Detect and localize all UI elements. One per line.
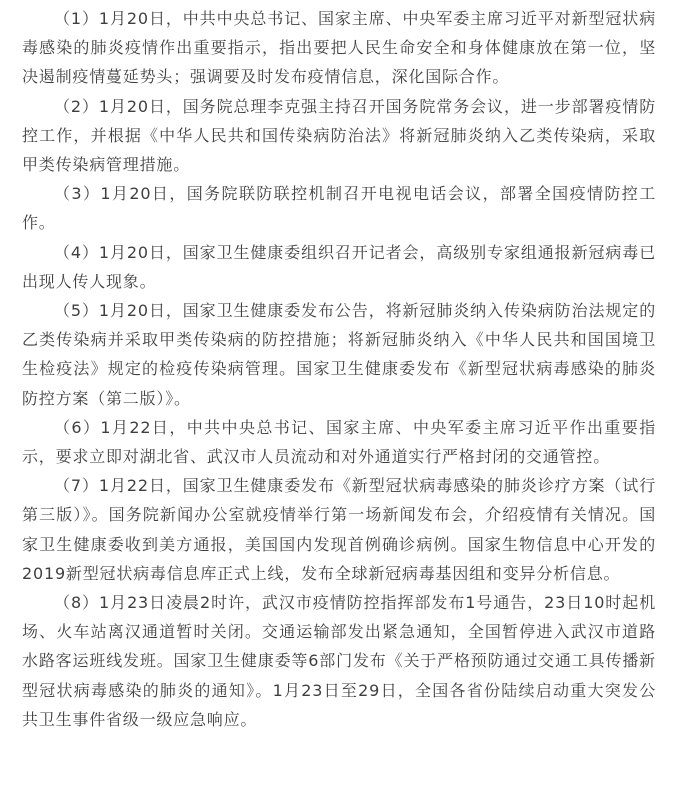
paragraph-7: （7）1月22日，国家卫生健康委发布《新型冠状病毒感染的肺炎诊疗方案（试行第三版）》。国务院新闻办公室就疫情举行第一场新闻发布会，介绍疫情有关情况。国家卫生健康委收到美方通报，美国国内发现首例确诊病例。国家生物信息中心开发的2019新型冠状病毒信息库正式上线，发布全球新冠病毒基因组和变异分析信息。 (22, 476, 656, 583)
paragraph-6: （6）1月22日，中共中央总书记、国家主席、中央军委主席习近平作出重要指示，要求立即对湖北省、武汉市人员流动和对外通道实行严格封闭的交通管控。 (22, 417, 656, 467)
paragraph-5: （5）1月20日，国家卫生健康委发布公告，将新冠肺炎纳入传染病防治法规定的乙类传染病并采取甲类传染病的防控措施；将新冠肺炎纳入《中华人民共和国国境卫生检疫法》规定的检疫传染病管理。国家卫生健康委发布《新型冠状病毒感染的肺炎防控方案（第二版）》。 (22, 301, 656, 408)
paragraph-8: （8）1月23日凌晨2时许，武汉市疫情防控指挥部发布1号通告，23日10时起机场、火车站离汉通道暂时关闭。交通运输部发出紧急通知，全国暂停进入武汉市道路水路客运班线发班。国家卫生健康委等6部门发布《关于严格预防通过交通工具传播新型冠状病毒感染的肺炎的通知》。1月23日至29日，全国各省份陆续启动重大突发公共卫生事件省级一级应急响应。 (22, 593, 656, 729)
paragraph-4: （4）1月20日，国家卫生健康委组织召开记者会，高级别专家组通报新冠病毒已出现人传人现象。 (22, 242, 656, 291)
paragraph-2: （2）1月20日，国务院总理李克强主持召开国务院常务会议，进一步部署疫情防控工作，并根据《中华人民共和国传染病防治法》将新冠肺炎纳入乙类传染病，采取甲类传染病管理措施。 (22, 96, 656, 175)
document-body (22, 4, 656, 734)
paragraph-3: （3）1月20日，国务院联防联控机制召开电视电话会议，部署全国疫情防控工作。 (22, 184, 656, 233)
paragraph-1: （1）1月20日，中共中央总书记、国家主席、中央军委主席习近平对新型冠状病毒感染的肺炎疫情作出重要指示，指出要把人民生命安全和身体健康放在第一位，坚决遏制疫情蔓延势头；强调要及时发布疫情信息，深化国际合作。 (22, 9, 656, 87)
